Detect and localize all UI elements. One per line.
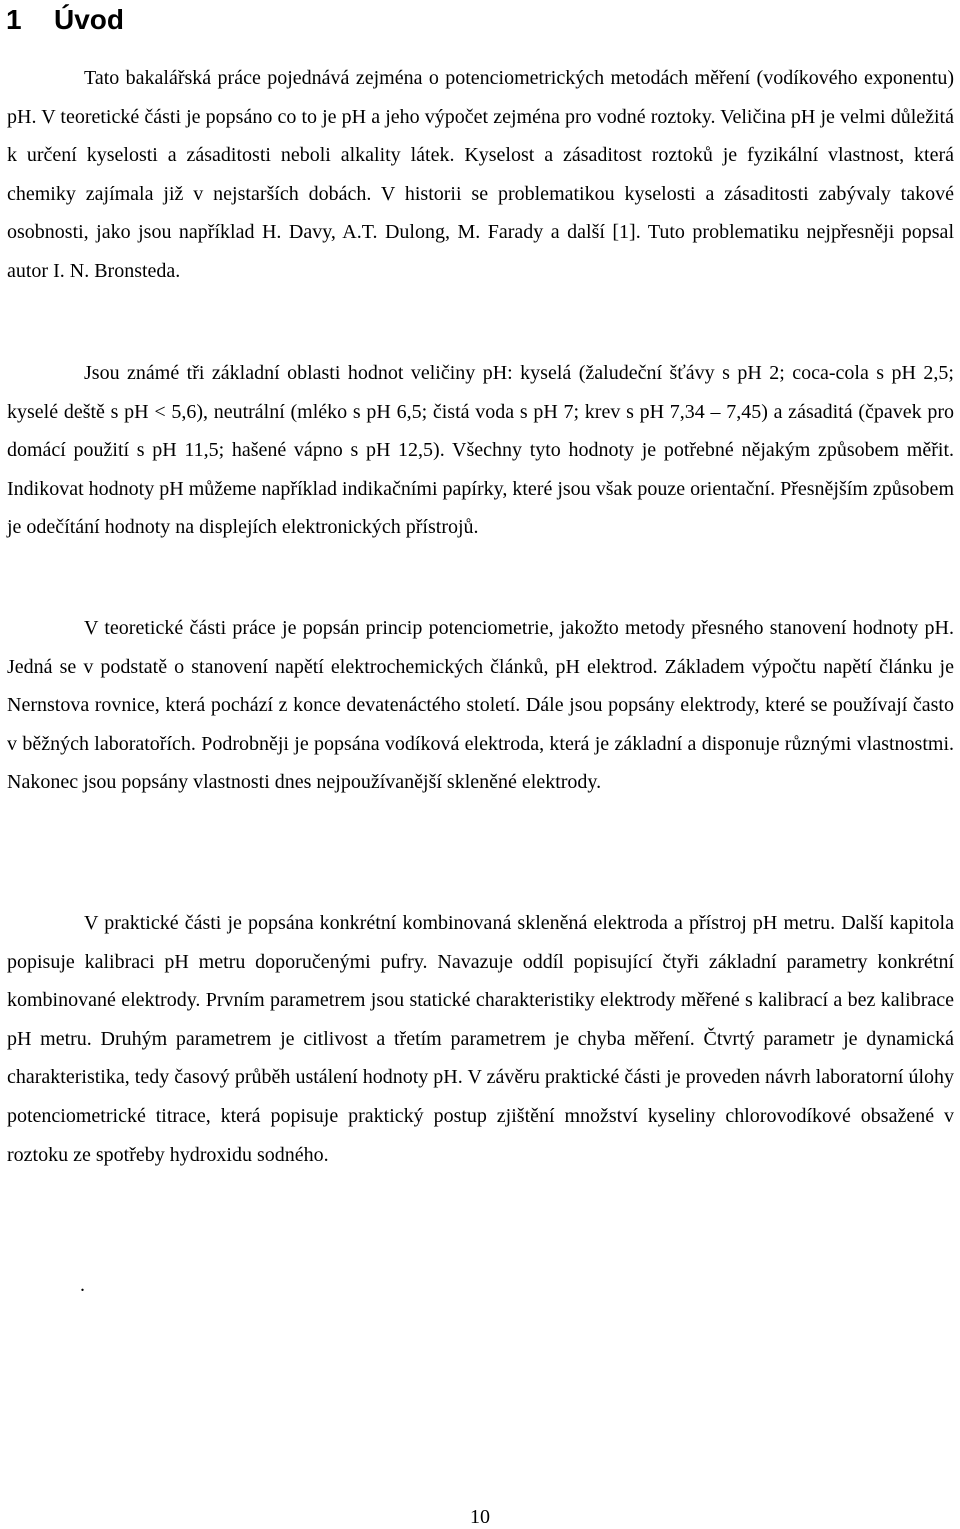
page-number: 10 — [470, 1506, 490, 1528]
paragraph: Tato bakalářská práce pojednává zejména o potenciometrických metodách měření (vodíkového exponentu) pH. V teoretické části je popsáno co to je pH a jeho výpočet zejména pro vodné roztoky. Veličina pH je velmi důležitá k určení kyselosti a zásaditosti neboli alkality látek. Kyselost a zásaditost roztoků je fyzikální vlastnost, která chemiky zajímala již v nejstarších dobách. V historii se problematikou kyselosti a zásaditosti zabývaly takové osobnosti, jako jsou například H. Davy, A.T. Dulong, M. Farady a další [1]. Tuto problematiku nejpřesněji popsal autor I. N. Bronsteda. — [7, 67, 954, 282]
paragraph: V teoretické části práce je popsán princip potenciometrie, jakožto metody přesného stanovení hodnoty pH. Jedná se v podstatě o stanovení napětí elektrochemických článků, pH elektrod. Základem výpočtu napětí článku je Nernstova rovnice, která pochází z konce devatenáctého století. Dále jsou popsány elektrody, které se používají často v běžných laboratořích. Podrobněji je popsána vodíková elektroda, která je základní a disponuje různými vlastnostmi. Nakonec jsou popsány vlastnosti dnes nejpoužívanější skleněné elektrody. — [7, 617, 954, 794]
paragraph: V praktické části je popsána konkrétní kombinovaná skleněná elektroda a přístroj pH metru. Další kapitola popisuje kalibraci pH metru doporučenými pufry. Navazuje oddíl popisující čtyři základní parametry konkrétní kombinované elektrody. Prvním parametrem jsou statické charakteristiky elektrody měřené s kalibrací a bez kalibrace pH metru. Druhým parametrem je citlivost a třetím parametrem je chyba měření. Čtvrtý parametr je dynamická charakteristika, tedy časový průběh ustálení hodnoty pH. V závěru praktické části je proveden návrh laboratorní úlohy potenciometrické titrace, která popisuje praktický postup zjištění množství kyseliny chlorovodíkové obsažené v roztoku ze spotřeby hydroxidu sodného. — [7, 912, 954, 1166]
chapter-title: Úvod — [54, 4, 124, 35]
chapter-heading — [6, 2, 124, 38]
chapter-number: 1 — [6, 4, 22, 35]
stray-period: . — [80, 1274, 85, 1296]
paragraph: Jsou známé tři základní oblasti hodnot veličiny pH: kyselá (žaludeční šťávy s pH 2; coca-cola s pH 2,5; kyselé deště s pH < 5,6), neutrální (mléko s pH 6,5; čistá voda s pH 7; krev s pH 7,34 – 7,45) a zásaditá (čpavek pro domácí použití s pH 11,5; hašené vápno s pH 12,5). Všechny tyto hodnoty je potřebné nějakým způsobem měřit. Indikovat hodnoty pH můžeme například indikačními papírky, které jsou však pouze orientační. Přesnějším způsobem je odečítání hodnoty na displejích elektronických přístrojů. — [7, 362, 954, 539]
